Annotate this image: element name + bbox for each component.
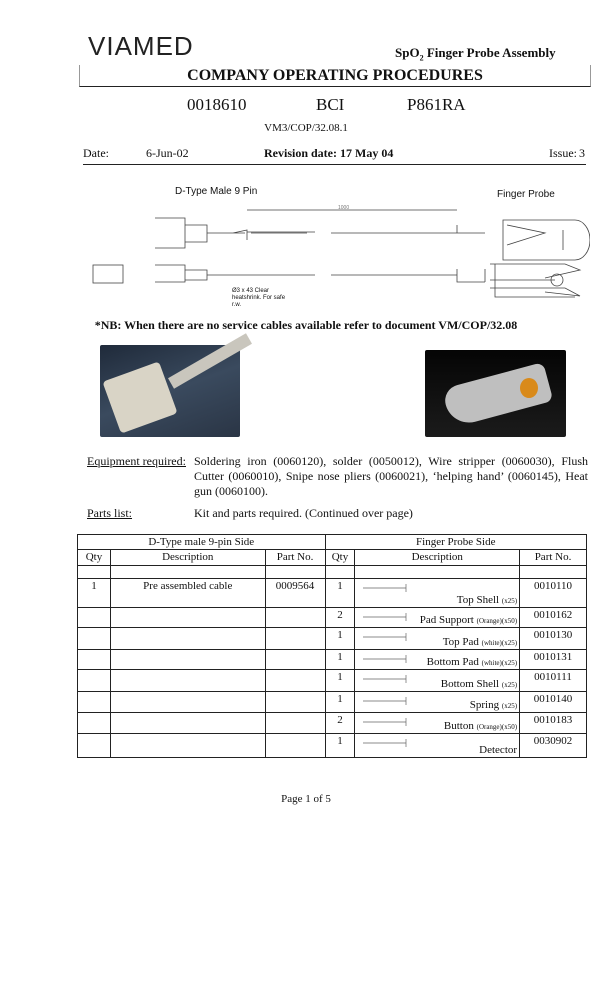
col-header: Qty [78,550,111,566]
note-line: Ø3 x 43 Clear [232,288,270,294]
qty-cell: 1 [325,650,355,670]
part-number-cell: 0010130 [520,628,587,650]
probe-shape [442,362,554,428]
description-cell [110,713,265,734]
title-rest: Finger Probe Assembly [423,45,556,60]
description-cell [355,608,520,628]
date-value: 6-Jun-02 [146,146,189,160]
part-sketch-icon [361,653,421,665]
qty-cell: 2 [325,608,355,628]
part-note: (x25) [501,597,518,605]
group-header-dtype: D-Type male 9-pin Side [78,535,326,550]
part-note: (Orange)(x50) [476,723,518,731]
date-row [83,146,586,165]
part-description: Detector [479,744,518,756]
col-header: Qty [325,550,355,566]
part-note: (Orange)(x50) [476,617,518,625]
probe-button [520,378,538,398]
part-description: Top Pad [442,636,479,648]
part-number-cell: 0010162 [520,608,587,628]
part-number-cell: 0010110 [520,579,587,608]
document-reference: VM3/COP/32.08.1 [264,122,348,134]
side-view [93,264,580,297]
qty-cell [78,713,111,734]
qty-cell: 2 [325,713,355,734]
qty-cell: 1 [78,579,111,608]
description-cell [355,734,520,758]
table-row [78,579,587,608]
part-sketch-icon [361,695,421,707]
part-description: Button [443,720,474,732]
part-number-cell [265,670,325,692]
code-model: P861RA [407,95,466,114]
viamed-logo: VIAMED [88,31,194,61]
part-note: (x25) [501,702,518,710]
description-cell [110,734,265,758]
description-cell [110,628,265,650]
part-sketch-icon [361,737,421,749]
part-number-cell: 0030902 [520,734,587,758]
part-sketch-icon [361,631,421,643]
qty-cell [78,650,111,670]
top-view [155,210,590,260]
table-row [78,713,587,734]
table-row [78,692,587,713]
part-number-cell: 0010111 [520,670,587,692]
empty-row [78,566,587,579]
part-number-cell [265,608,325,628]
part-description: Top Shell [456,594,500,606]
qty-cell: 1 [325,579,355,608]
col-header: Description [110,550,265,566]
equipment-label [87,454,186,469]
equipment-text: Soldering iron (0060120), solder (0050012), Wire stripper (0060030), Flush Cutter (0060010), Snipe nose pliers (0060021), ‘helping hand’ (0060145), Heat gun (0060100). [194,454,588,498]
col-header: Part No. [520,550,587,566]
finger-probe-photo [425,350,566,437]
col-header: Part No. [265,550,325,566]
parts-label [87,506,132,521]
table-row [78,670,587,692]
qty-cell: 1 [325,734,355,758]
part-sketch-icon [361,611,421,623]
parts-table [77,534,587,758]
qty-cell [78,670,111,692]
description-cell [355,650,520,670]
description-cell [110,670,265,692]
description-cell [355,628,520,650]
table-row [78,650,587,670]
table-row [78,628,587,650]
description-cell [355,579,520,608]
col-header: Description [355,550,520,566]
qty-cell: 1 [325,628,355,650]
qty-cell [78,692,111,713]
equipment-label-text: Equipment required: [87,454,186,468]
note-line: heatshrink. For safe [232,295,286,301]
part-number-cell [265,734,325,758]
cable-diagram [85,200,590,305]
qty-cell [78,628,111,650]
note-line: r.w. [232,302,242,308]
part-number-cell [265,628,325,650]
part-number-cell: 0010183 [520,713,587,734]
qty-cell: 1 [325,670,355,692]
dtype-connector-photo [100,345,240,437]
revision-date: Revision date: 17 May 04 [264,146,394,160]
qty-cell: 1 [325,692,355,713]
parts-label-text: Parts list: [87,506,133,520]
issue-value: 3 [579,146,585,160]
description-cell [110,692,265,713]
document-title [395,45,556,63]
qty-cell [78,608,111,628]
table-row [78,734,587,758]
part-sketch-icon [361,673,421,685]
dimension-label: 1000 [338,205,350,211]
description-cell [110,650,265,670]
part-description: Spring [469,699,500,711]
cable-shape [168,333,252,388]
issue-label: Issue: [549,146,577,160]
group-header-probe: Finger Probe Side [325,535,586,550]
qty-cell [78,734,111,758]
code-part: 0018610 [187,95,247,114]
parts-text: Kit and parts required. (Continued over page) [194,506,413,520]
code-customer: BCI [316,95,345,114]
part-number-cell [265,713,325,734]
nb-note: *NB: When there are no service cables available refer to document VM/COP/32.08 [94,318,518,332]
part-description: Bottom Shell [440,678,500,690]
part-description: Bottom Pad [426,656,479,668]
title-spo: SpO [395,45,420,60]
part-number-cell [265,692,325,713]
banner-heading: COMPANY OPERATING PROCEDURES [79,65,591,87]
part-number-cell: 0009564 [265,579,325,608]
part-number-cell: 0010140 [520,692,587,713]
description-cell [355,692,520,713]
part-sketch-icon [361,716,421,728]
part-note: (x25) [501,681,518,689]
part-description: Pad Support [419,614,474,626]
description-cell [355,713,520,734]
finger-probe-label: Finger Probe [497,189,555,200]
description-cell: Pre assembled cable [110,579,265,608]
table-row [78,608,587,628]
page-number: Page 1 of 5 [281,793,331,805]
date-label: Date: [83,146,109,160]
part-note: (white)(x25) [481,659,518,667]
connector-shape [102,361,177,433]
column-headers [78,550,587,566]
part-sketch-icon [361,582,421,594]
part-number-cell: 0010131 [520,650,587,670]
part-note: (white)(x25) [481,639,518,647]
dtype-label: D-Type Male 9 Pin [175,186,258,197]
description-cell [355,670,520,692]
part-number-cell [265,650,325,670]
description-cell [110,608,265,628]
title-subscript: 2 [419,53,424,63]
